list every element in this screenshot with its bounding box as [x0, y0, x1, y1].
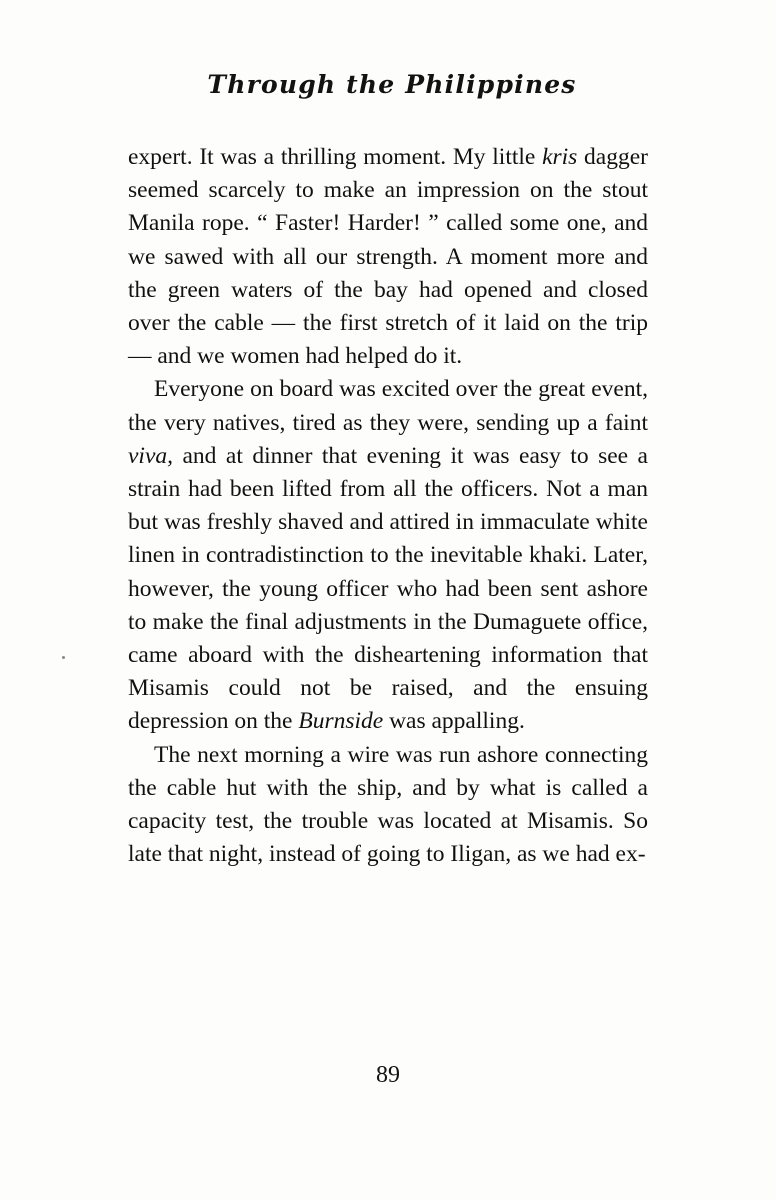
text-run: dagger seemed scarcely to make an impression on the stout Manila rope. “ Faster! Harder! ” called some one, and we sawed with all our strength. A moment more and the green waters of the bay had opened and closed over the cable — the first stretch of it laid on the trip — and we women had helped do it. — [128, 144, 648, 370]
text-run: Everyone on board was excited over the great event, the very natives, tired as they were, sending up a faint — [128, 376, 648, 436]
running-head: Through the Philippines — [207, 70, 577, 99]
paragraph — [128, 141, 648, 373]
text-run: expert. It was a thrilling moment. My little — [128, 144, 543, 170]
paragraph — [128, 373, 648, 738]
text-run: was appalling. — [383, 708, 525, 735]
text-run-italic: kris — [542, 144, 578, 170]
page-number: 89 — [376, 1062, 400, 1088]
page-text-block — [128, 70, 648, 871]
paragraph — [128, 739, 648, 872]
text-run-italic: Burnside — [298, 708, 384, 735]
body-text — [128, 141, 648, 871]
page-speck — [62, 656, 65, 659]
text-run-italic: viva, — [128, 442, 174, 469]
text-run: and at dinner that evening it was easy to see a strain had been lifted from all the officers. Not a man but was freshly shaved and attired in immaculate white linen in contradistinction to the inevitable khaki. Later, however, the young officer who had been sent ashore to make the final adjustments in the Dumaguete office, came aboard with the disheartening information that Misamis could not be raised, and the ensuing depression on the — [128, 442, 648, 735]
text-run: The next morning a wire was run ashore connecting the cable hut with the ship, and by what is called a capacity test, the trouble was located at Misamis. So late that night, instead of going to Iligan, as we had ex- — [128, 741, 648, 868]
